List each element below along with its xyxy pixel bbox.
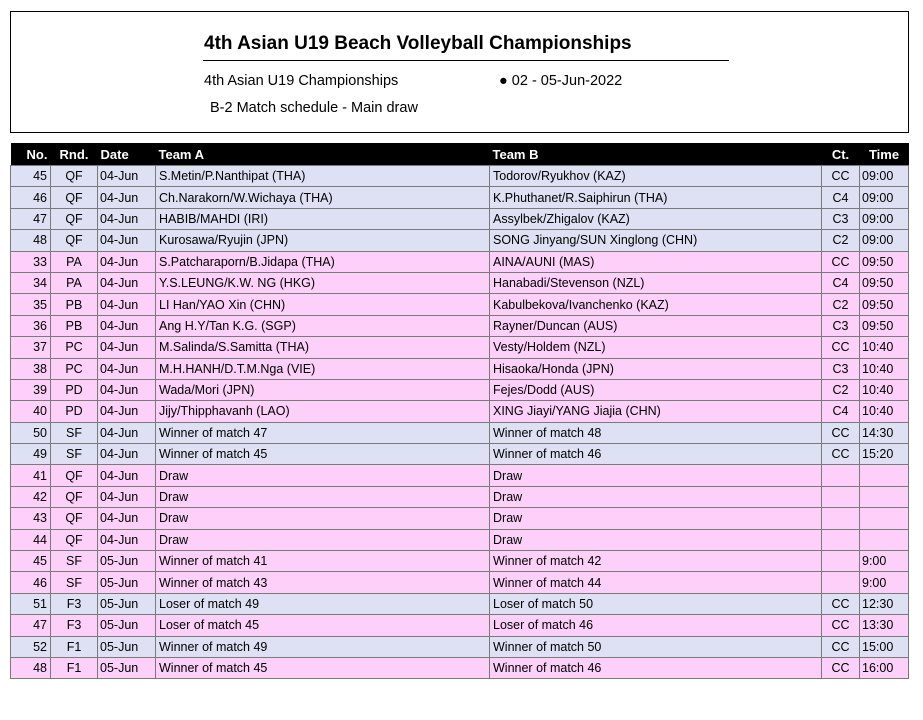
team-b-cell: Winner of match 50 [490,636,822,657]
match-date-cell: 04-Jun [98,508,156,529]
match-number-cell: 50 [11,422,51,443]
match-number-cell: 45 [11,551,51,572]
match-time-cell: 15:20 [860,444,909,465]
team-a-cell: Draw [156,465,490,486]
team-b-cell: Winner of match 46 [490,657,822,678]
table-row [11,379,909,400]
team-a-cell: Wada/Mori (JPN) [156,379,490,400]
table-row [11,422,909,443]
match-date-cell: 05-Jun [98,615,156,636]
round-cell: QF [51,208,98,229]
match-time-cell: 09:00 [860,230,909,251]
match-number-cell: 33 [11,251,51,272]
team-b-cell: XING Jiayi/YANG Jiajia (CHN) [490,401,822,422]
match-time-cell: 13:30 [860,615,909,636]
table-row [11,315,909,336]
court-cell: CC [822,337,860,358]
court-cell: C2 [822,294,860,315]
round-cell: F1 [51,657,98,678]
match-number-cell: 48 [11,230,51,251]
match-number-cell: 43 [11,508,51,529]
round-cell: PA [51,251,98,272]
team-b-cell: Winner of match 48 [490,422,822,443]
match-number-cell: 40 [11,401,51,422]
team-b-cell: Winner of match 46 [490,444,822,465]
match-time-cell: 09:50 [860,294,909,315]
match-date-cell: 04-Jun [98,422,156,443]
team-b-cell: Fejes/Dodd (AUS) [490,379,822,400]
court-cell: C4 [822,187,860,208]
match-time-cell: 15:00 [860,636,909,657]
match-date-cell: 05-Jun [98,636,156,657]
round-cell: QF [51,508,98,529]
round-cell: PB [51,294,98,315]
court-cell: CC [822,657,860,678]
match-date-cell: 05-Jun [98,572,156,593]
match-number-cell: 47 [11,208,51,229]
table-row [11,337,909,358]
round-cell: SF [51,572,98,593]
court-cell [822,572,860,593]
round-cell: PD [51,379,98,400]
match-date-cell: 04-Jun [98,529,156,550]
match-time-cell: 09:00 [860,166,909,187]
match-number-cell: 44 [11,529,51,550]
match-time-cell: 09:00 [860,187,909,208]
team-a-cell: LI Han/YAO Xin (CHN) [156,294,490,315]
match-number-cell: 45 [11,166,51,187]
match-number-cell: 37 [11,337,51,358]
page-title: 4th Asian U19 Beach Volleyball Championships [204,33,632,54]
table-row [11,486,909,507]
column-header-team-a: Team A [156,143,490,166]
match-time-cell: 09:00 [860,208,909,229]
table-row [11,529,909,550]
round-cell: QF [51,166,98,187]
team-b-cell: Assylbek/Zhigalov (KAZ) [490,208,822,229]
match-time-cell: 9:00 [860,551,909,572]
table-row [11,657,909,678]
match-date-cell: 04-Jun [98,272,156,293]
match-date-cell: 04-Jun [98,230,156,251]
match-number-cell: 46 [11,187,51,208]
table-row [11,572,909,593]
match-date-cell: 05-Jun [98,657,156,678]
round-cell: SF [51,551,98,572]
match-date-cell: 04-Jun [98,465,156,486]
court-cell: C2 [822,379,860,400]
table-row [11,251,909,272]
table-row [11,593,909,614]
court-cell: C4 [822,401,860,422]
match-time-cell [860,486,909,507]
match-number-cell: 49 [11,444,51,465]
column-header-court: Ct. [822,143,860,166]
match-time-cell [860,529,909,550]
team-a-cell: Winner of match 47 [156,422,490,443]
table-row [11,166,909,187]
match-date-cell: 04-Jun [98,294,156,315]
team-a-cell: Jijy/Thipphavanh (LAO) [156,401,490,422]
round-cell: PD [51,401,98,422]
court-cell: C3 [822,315,860,336]
column-header-date: Date [98,143,156,166]
court-cell: CC [822,636,860,657]
court-cell: CC [822,422,860,443]
team-b-cell: Rayner/Duncan (AUS) [490,315,822,336]
round-cell: PA [51,272,98,293]
document-header [10,11,909,133]
match-date-cell: 05-Jun [98,593,156,614]
match-number-cell: 42 [11,486,51,507]
match-number-cell: 39 [11,379,51,400]
court-cell: CC [822,444,860,465]
match-date-cell: 04-Jun [98,208,156,229]
column-header-round: Rnd. [51,143,98,166]
team-b-cell: Draw [490,465,822,486]
team-b-cell: Winner of match 44 [490,572,822,593]
team-b-cell: Winner of match 42 [490,551,822,572]
match-date-cell: 04-Jun [98,337,156,358]
match-schedule-table [10,143,909,679]
team-b-cell: Hisaoka/Honda (JPN) [490,358,822,379]
table-row [11,294,909,315]
match-number-cell: 47 [11,615,51,636]
match-number-cell: 46 [11,572,51,593]
match-time-cell: 09:50 [860,251,909,272]
round-cell: SF [51,444,98,465]
team-a-cell: S.Patcharaporn/B.Jidapa (THA) [156,251,490,272]
match-time-cell: 10:40 [860,401,909,422]
table-header-row [11,143,909,166]
round-cell: F3 [51,615,98,636]
team-b-cell: Todorov/Ryukhov (KAZ) [490,166,822,187]
team-b-cell: K.Phuthanet/R.Saiphirun (THA) [490,187,822,208]
match-number-cell: 48 [11,657,51,678]
table-row [11,272,909,293]
match-time-cell: 12:30 [860,593,909,614]
team-b-cell: Draw [490,486,822,507]
match-time-cell [860,465,909,486]
round-cell: PC [51,337,98,358]
match-time-cell [860,508,909,529]
team-b-cell: Kabulbekova/Ivanchenko (KAZ) [490,294,822,315]
team-b-cell: Hanabadi/Stevenson (NZL) [490,272,822,293]
table-row [11,208,909,229]
match-date-cell: 04-Jun [98,251,156,272]
round-cell: PC [51,358,98,379]
team-a-cell: Draw [156,508,490,529]
table-row [11,465,909,486]
court-cell [822,529,860,550]
court-cell: CC [822,166,860,187]
match-date-cell: 04-Jun [98,187,156,208]
table-row [11,615,909,636]
team-b-cell: AINA/AUNI (MAS) [490,251,822,272]
match-number-cell: 35 [11,294,51,315]
court-cell: CC [822,615,860,636]
date-range: ● 02 - 05-Jun-2022 [499,73,623,89]
court-cell [822,465,860,486]
team-b-cell: Loser of match 46 [490,615,822,636]
round-cell: QF [51,187,98,208]
match-time-cell: 16:00 [860,657,909,678]
team-b-cell: Vesty/Holdem (NZL) [490,337,822,358]
match-number-cell: 34 [11,272,51,293]
match-date-cell: 04-Jun [98,444,156,465]
round-cell: F1 [51,636,98,657]
match-time-cell: 10:40 [860,379,909,400]
round-cell: QF [51,465,98,486]
team-a-cell: Winner of match 41 [156,551,490,572]
court-cell: CC [822,251,860,272]
match-number-cell: 51 [11,593,51,614]
team-a-cell: Loser of match 45 [156,615,490,636]
round-cell: SF [51,422,98,443]
match-time-cell: 10:40 [860,337,909,358]
match-time-cell: 9:00 [860,572,909,593]
round-cell: F3 [51,593,98,614]
team-a-cell: S.Metin/P.Nanthipat (THA) [156,166,490,187]
match-number-cell: 52 [11,636,51,657]
match-number-cell: 41 [11,465,51,486]
match-date-cell: 04-Jun [98,401,156,422]
match-date-cell: 04-Jun [98,315,156,336]
match-time-cell: 09:50 [860,315,909,336]
court-cell [822,551,860,572]
team-a-cell: M.H.HANH/D.T.M.Nga (VIE) [156,358,490,379]
team-a-cell: Ang H.Y/Tan K.G. (SGP) [156,315,490,336]
team-a-cell: Draw [156,529,490,550]
team-a-cell: Winner of match 49 [156,636,490,657]
title-underline [203,60,729,61]
match-date-cell: 05-Jun [98,551,156,572]
team-b-cell: Draw [490,529,822,550]
match-time-cell: 10:40 [860,358,909,379]
team-a-cell: Y.S.LEUNG/K.W. NG (HKG) [156,272,490,293]
match-date-cell: 04-Jun [98,486,156,507]
match-time-cell: 09:50 [860,272,909,293]
table-row [11,358,909,379]
column-header-time: Time [860,143,909,166]
court-cell [822,486,860,507]
court-cell: CC [822,593,860,614]
table-row [11,401,909,422]
team-a-cell: M.Salinda/S.Samitta (THA) [156,337,490,358]
round-cell: PB [51,315,98,336]
team-a-cell: Winner of match 45 [156,657,490,678]
match-number-cell: 38 [11,358,51,379]
table-row [11,187,909,208]
team-a-cell: Kurosawa/Ryujin (JPN) [156,230,490,251]
table-row [11,230,909,251]
match-time-cell: 14:30 [860,422,909,443]
column-header-team-b: Team B [490,143,822,166]
round-cell: QF [51,486,98,507]
court-cell: C3 [822,358,860,379]
table-row [11,636,909,657]
team-a-cell: Winner of match 45 [156,444,490,465]
team-a-cell: HABIB/MAHDI (IRI) [156,208,490,229]
court-cell: C3 [822,208,860,229]
court-cell: C4 [822,272,860,293]
team-a-cell: Winner of match 43 [156,572,490,593]
round-cell: QF [51,529,98,550]
schedule-label: B-2 Match schedule - Main draw [210,100,418,116]
team-a-cell: Loser of match 49 [156,593,490,614]
round-cell: QF [51,230,98,251]
team-b-cell: SONG Jinyang/SUN Xinglong (CHN) [490,230,822,251]
championship-subtitle: 4th Asian U19 Championships [204,73,399,89]
team-a-cell: Ch.Narakorn/W.Wichaya (THA) [156,187,490,208]
court-cell: C2 [822,230,860,251]
match-date-cell: 04-Jun [98,166,156,187]
match-date-cell: 04-Jun [98,379,156,400]
table-row [11,444,909,465]
column-header-no: No. [11,143,51,166]
team-b-cell: Loser of match 50 [490,593,822,614]
table-row [11,551,909,572]
table-row [11,508,909,529]
team-b-cell: Draw [490,508,822,529]
match-number-cell: 36 [11,315,51,336]
match-date-cell: 04-Jun [98,358,156,379]
team-a-cell: Draw [156,486,490,507]
table-body [11,166,909,679]
court-cell [822,508,860,529]
